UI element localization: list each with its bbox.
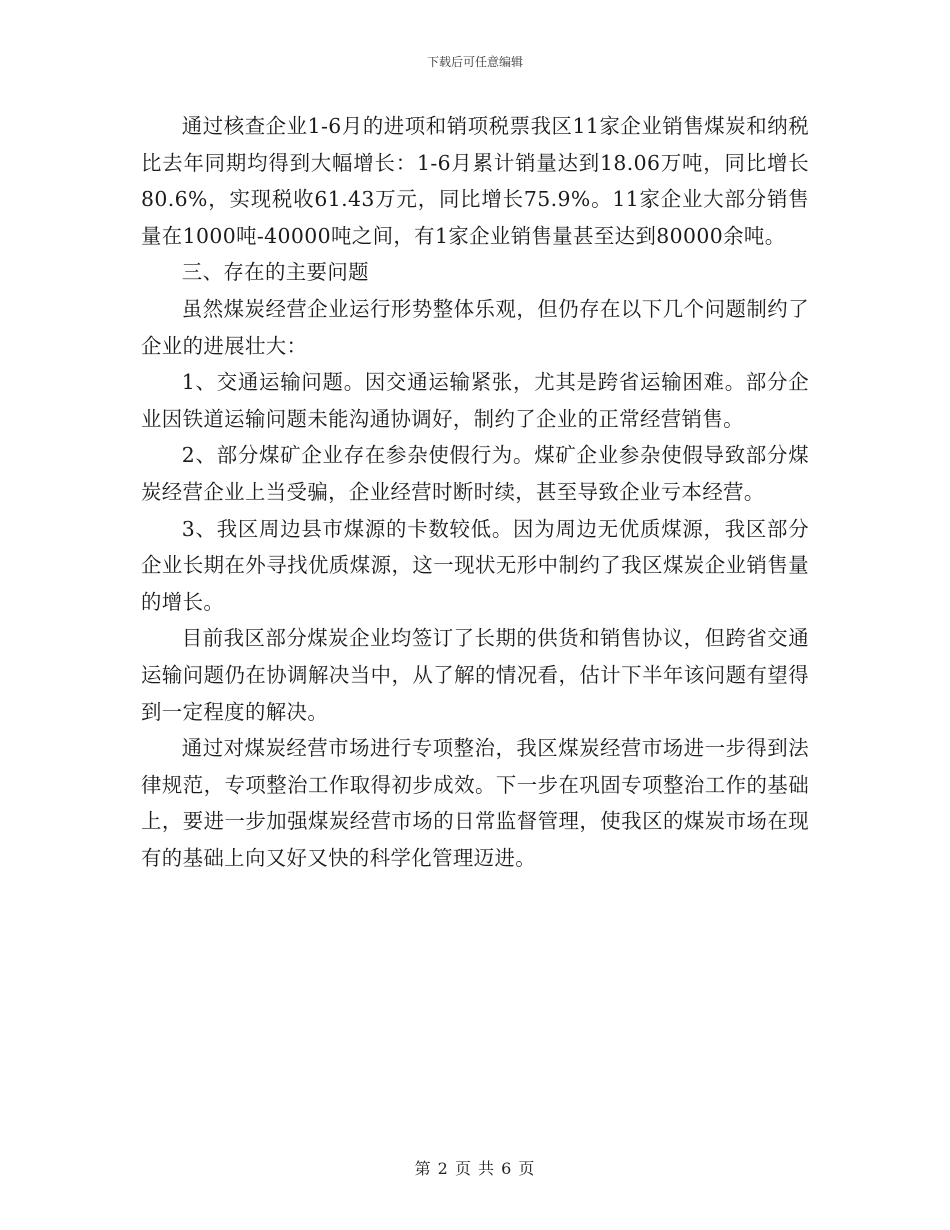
paragraph-problem-coal-quality: 3、我区周边县市煤源的卡数较低。因为周边无优质煤源，我区部分企业长期在外寻找优质煤源，这一现状无形中制约了我区煤炭企业销售量的增长。 — [141, 516, 809, 614]
page-number-footer: 第 2 页 共 6 页 — [414, 1159, 536, 1178]
paragraph-problems-intro: 虽然煤炭经营企业运行形势整体乐观，但仍存在以下几个问题制约了企业的进展壮大： — [141, 296, 809, 358]
document-body — [141, 108, 809, 876]
paragraph-supply-agreements: 目前我区部分煤炭企业均签订了长期的供货和销售协议，但跨省交通运输问题仍在协调解决当中，从了解的情况看，估计下半年该问题有望得到一定程度的解决。 — [141, 626, 809, 724]
page-header: 下载后可任意编辑 — [426, 55, 523, 69]
paragraph-problem-adulteration: 2、部分煤矿企业存在参杂使假行为。煤矿企业参杂使假导致部分煤炭经营企业上当受骗，企业经营时断时续，甚至导致企业亏本经营。 — [141, 443, 809, 504]
paragraph-problem-transport: 1、交通运输问题。因交通运输紧张，尤其是跨省运输困难。部分企业因铁道运输问题未能沟通协调好，制约了企业的正常经营销售。 — [141, 370, 809, 431]
paragraph-sales-stats: 通过核查企业1-6月的进项和销项税票我区11家企业销售煤炭和纳税比去年同期均得到大幅增长：1-6月累计销量达到18.06万吨，同比增长80.6%，实现税收61.43万元，同比增长75.9%。11家企业大部分销售量在1000吨-40000吨之间，有1家企业销售量甚至达到80000余吨。 — [141, 114, 809, 248]
paragraph-conclusion: 通过对煤炭经营市场进行专项整治，我区煤炭经营市场进一步得到法律规范，专项整治工作取得初步成效。下一步在巩固专项整治工作的基础上，要进一步加强煤炭经营市场的日常监督管理，使我区的煤炭市场在现有的基础上向又好又快的科学化管理迈进。 — [141, 736, 809, 870]
section-heading-main-problems: 三、存在的主要问题 — [181, 260, 369, 285]
